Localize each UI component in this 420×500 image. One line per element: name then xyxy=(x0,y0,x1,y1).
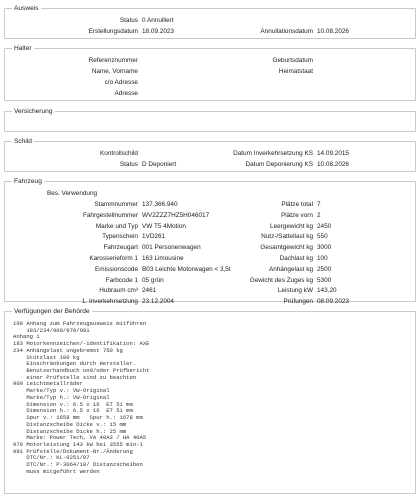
referenznummer-label: Referenznummer xyxy=(88,57,138,64)
behoerde-line: Benutzerhandbuch und/oder Prüfbericht xyxy=(13,367,150,375)
fahrzeug-field-label: Farbcode 1 xyxy=(105,276,138,284)
fahrzeug-field-value: VW T5 4Motion xyxy=(142,222,186,230)
behoerde-line: 900 Leichtmetallräder xyxy=(13,380,83,388)
fahrzeug-field-label: Dachlast kg xyxy=(279,255,313,262)
fahrzeug-section xyxy=(4,178,416,306)
fahrzeug-field-value: 05 grün xyxy=(142,276,164,284)
inverkehrsetzung-ks-label: Datum Inverkehrsetzung KS xyxy=(233,150,313,157)
fahrzeug-field-value: 08.09.2023 xyxy=(317,298,349,306)
schild-section xyxy=(4,138,416,172)
behoerde-line: Dimension v.: 6.5 x 16 ET 51 mm xyxy=(13,400,133,408)
bes-verwendung-label: Bes. Verwendung xyxy=(47,190,98,197)
behoerde-line: 183/234/900/970/991 xyxy=(13,326,90,334)
fahrzeug-field-value: 1VD261 xyxy=(142,233,166,241)
status-value: 0 Annulliert xyxy=(142,17,174,24)
fahrzeug-field-value: 001 Personenwagen xyxy=(142,244,201,252)
fahrzeug-field-label: Anhängelast kg xyxy=(268,265,313,273)
fahrzeug-row xyxy=(5,223,415,231)
fahrzeug-section-title: Fahrzeug xyxy=(14,178,42,185)
behoerde-section xyxy=(4,308,416,494)
status-label: Status xyxy=(119,17,138,24)
behoerde-section-title: Verfügungen der Behörde xyxy=(14,308,90,315)
co-adresse-label: c/o Adresse xyxy=(104,79,138,86)
behoerde-line: einer Prüfstelle sind zu beachten xyxy=(13,373,137,381)
fahrzeug-field-value: 550 xyxy=(317,233,328,241)
fahrzeug-field-label: 1. Inverkehrsetzung xyxy=(81,298,138,306)
fahrzeug-row xyxy=(5,298,415,306)
behoerde-line: Marke: Power Tech, VA 40A3 / HA 40A5 xyxy=(13,434,147,442)
ausweis-section-title: Ausweis xyxy=(14,5,39,12)
fahrzeug-field-label: Emissionscode xyxy=(95,265,138,273)
fahrzeug-row xyxy=(5,201,415,209)
fahrzeug-field-label: Gesamtgewicht kg xyxy=(260,244,313,252)
behoerde-line: Spur v.: 1658 mm Spur h.: 1678 mm xyxy=(13,414,143,422)
behoerde-line: Einschränkungen durch Hersteller. xyxy=(13,360,137,368)
fahrzeug-field-value: 3000 xyxy=(317,244,332,252)
fahrzeug-field-value: 23.12.2004 xyxy=(142,298,174,306)
halter-section-title: Halter xyxy=(14,45,32,52)
versicherung-section xyxy=(4,108,416,132)
fahrzeug-field-value: WV2ZZZ7HZ5H046017 xyxy=(142,211,210,219)
versicherung-section-title: Versicherung xyxy=(14,108,53,115)
fahrzeug-row xyxy=(5,277,415,285)
behoerde-line: Anhang 1 xyxy=(13,333,40,341)
behoerde-line: DTC/Nr.: P-3064/10/ Distanzscheiben xyxy=(13,461,143,469)
behoerde-line: Distanzscheibe Dicke v.: 15 mm xyxy=(13,420,127,428)
deponierung-ks-value: 10.08.2026 xyxy=(317,161,349,168)
fahrzeug-field-value: 163 Limousine xyxy=(142,255,184,262)
behoerde-text xyxy=(13,321,411,476)
behoerde-line: 970 Motorleistung 143 kW bei 3555 min-1 xyxy=(13,440,143,448)
schild-status-value: D Deponiert xyxy=(142,161,177,168)
behoerde-line: 991 Prüfstelle/Dokument-Nr./Änderung xyxy=(13,447,133,455)
erstellungsdatum-value: 18.09.2023 xyxy=(142,28,174,35)
behoerde-line: Marke/Typ h.: VW-Original xyxy=(13,393,110,401)
fahrzeug-field-label: Plätze vorn xyxy=(281,211,313,219)
fahrzeug-row xyxy=(5,212,415,220)
fahrzeug-field-label: Stammnummer xyxy=(94,201,138,208)
kontrollschild-label: Kontrollschild xyxy=(99,150,138,157)
fahrzeug-field-label: Nutz-/Sattellast kg xyxy=(261,233,313,241)
fahrzeug-field-value: 7 xyxy=(317,201,321,208)
behoerde-line: Stützlast 100 kg xyxy=(13,353,80,361)
fahrzeug-field-label: Fahrzeugart xyxy=(103,244,138,252)
fahrzeug-field-value: 5300 xyxy=(317,276,332,284)
fahrzeug-field-label: Plätze total xyxy=(281,201,313,208)
fahrzeug-field-label: Gewicht des Zuges kg xyxy=(249,276,313,284)
fahrzeug-field-label: Prüfungen xyxy=(283,298,313,306)
fahrzeug-field-value: 100 xyxy=(317,255,328,262)
fahrzeug-field-value: 2450 xyxy=(317,222,332,230)
fahrzeug-field-label: Fahrgestellnummer xyxy=(82,211,138,219)
fahrzeug-field-value: 2500 xyxy=(317,265,332,273)
fahrzeug-field-label: Marke und Typ xyxy=(95,222,138,230)
behoerde-line: Marke/Typ v.: VW-Original xyxy=(13,387,110,395)
adresse-label: Adresse xyxy=(114,90,138,97)
deponierung-ks-label: Datum Deponierung KS xyxy=(245,161,313,168)
fahrzeug-field-label: Leistung kW xyxy=(277,287,313,295)
annullationsdatum-label: Annullationsdatum xyxy=(260,28,313,35)
halter-section xyxy=(4,45,416,101)
fahrzeug-field-value: 2461 xyxy=(142,287,157,295)
annullationsdatum-value: 10.08.2026 xyxy=(317,28,349,35)
erstellungsdatum-label: Erstellungsdatum xyxy=(88,28,138,35)
fahrzeug-row xyxy=(5,233,415,241)
fahrzeug-field-value: 143.20 xyxy=(317,287,337,295)
fahrzeug-row xyxy=(5,244,415,252)
behoerde-line: 234 Anhängelast ungebremst 750 kg xyxy=(13,346,123,354)
behoerde-line: 100 Anhang zum Fahrzeugausweis mitführen xyxy=(13,320,147,327)
behoerde-line: DTC/Nr.: KL-0251/07 xyxy=(13,454,90,462)
schild-section-title: Schild xyxy=(14,138,32,145)
inverkehrsetzung-ks-value: 14.09.2015 xyxy=(317,150,349,157)
fahrzeug-row xyxy=(5,266,415,274)
behoerde-line: muss mitgeführt werden xyxy=(13,467,100,475)
fahrzeug-field-label: Typenschein xyxy=(102,233,138,241)
heimatstaat-label: Heimatstaat xyxy=(278,68,313,75)
behoerde-line: Dimension h.: 6.5 x 16 ET 51 mm xyxy=(13,407,133,415)
fahrzeug-field-value: 137.366.940 xyxy=(142,201,178,208)
fahrzeug-field-value: 2 xyxy=(317,211,321,219)
ausweis-section xyxy=(4,5,416,39)
fahrzeug-row xyxy=(5,255,415,263)
fahrzeug-field-label: Leergewicht kg xyxy=(270,222,313,230)
behoerde-line: Distanzscheibe Dicke h.: 25 mm xyxy=(13,427,127,435)
fahrzeug-field-value: B03 Leichte Motorwagen < 3,5t xyxy=(142,265,231,273)
schild-status-label: Status xyxy=(119,161,138,168)
geburtsdatum-label: Geburtsdatum xyxy=(272,57,313,64)
fahrzeug-row xyxy=(5,287,415,295)
name-vorname-label: Name, Vorname xyxy=(91,68,138,75)
fahrzeug-field-label: Karosserieform 1 xyxy=(89,255,138,262)
behoerde-line: 183 Motorkennzeichen/-identifikation: AXE xyxy=(13,340,150,348)
fahrzeug-field-label: Hubraum cm³ xyxy=(99,287,138,295)
